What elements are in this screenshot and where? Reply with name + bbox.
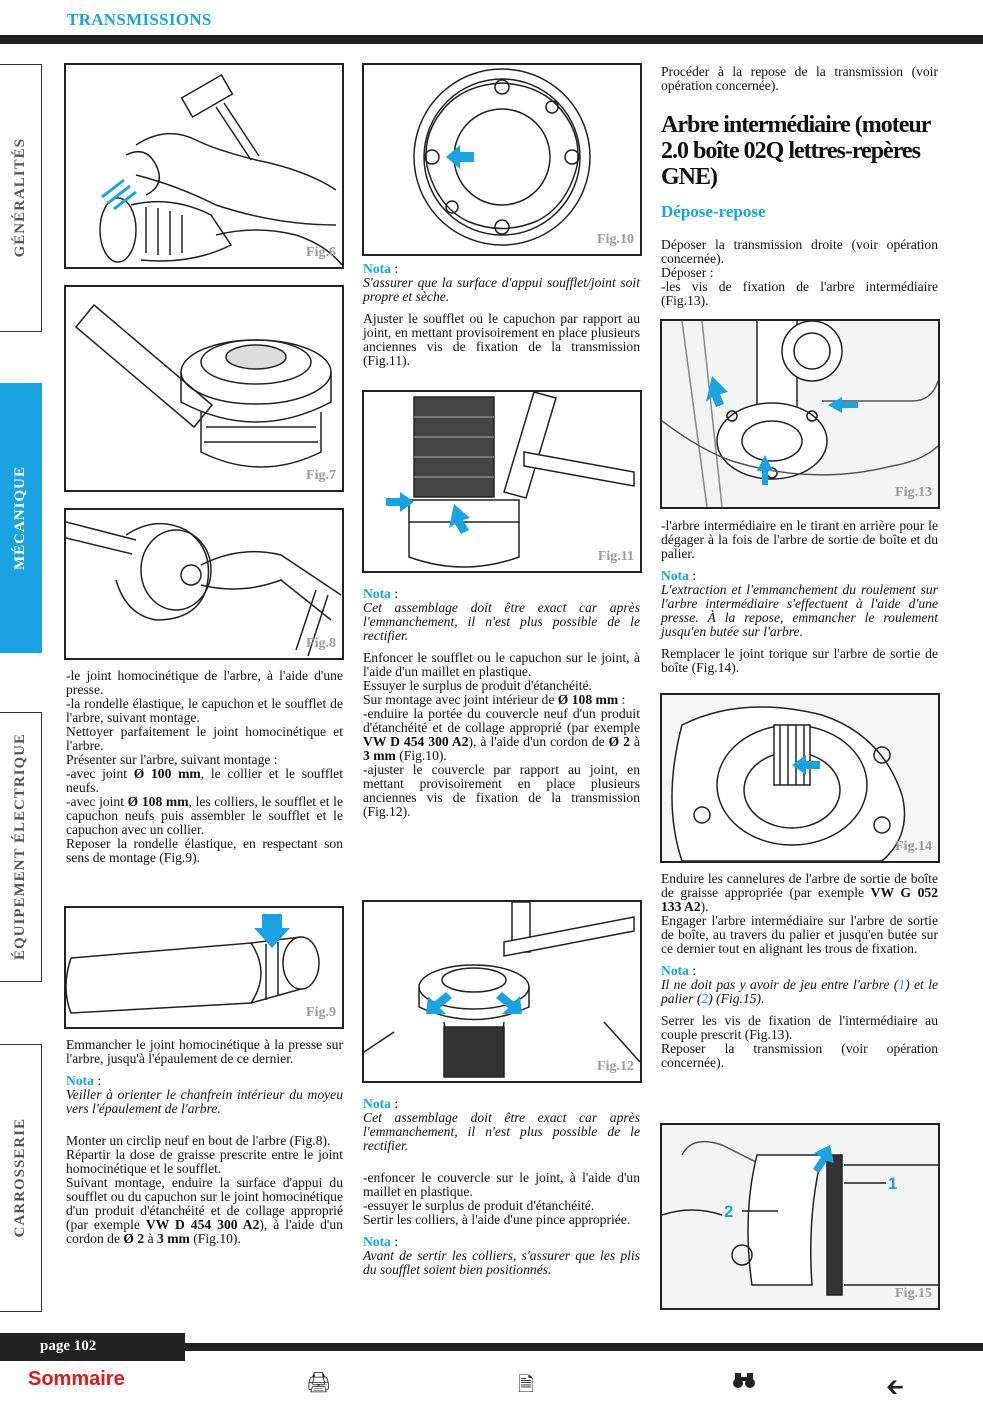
figure-12 [362,900,642,1083]
nota-title: Nota : [363,1096,399,1111]
figure-caption: Fig.15 [895,1286,932,1301]
figure-caption: Fig.9 [306,1005,336,1020]
col1-text-a [66,669,343,865]
paragraph: -avec joint Ø 108 mm, les colliers, le soufflet et le capuchon neufs puis assembler le soufflet et le capuchon avec un collier. [66,794,343,837]
nota-title: Nota : [363,1234,399,1249]
paragraph: -enduire la portée du couvercle neuf d'un produit d'étanchéité et de collage approprié (par exemple VW D 454 300 A2), à l'aide d'un cordon de Ø 2 à 3 mm (Fig.10). [363,706,640,763]
nota-title: Nota : [363,261,399,276]
printer-icon[interactable]: 🖨 [306,1370,332,1394]
section-heading: Arbre intermédiaire (moteur 2.0 boîte 02Q lettres-repères GNE) [661,112,930,190]
figure-caption: Fig.13 [895,485,932,500]
col2-text-c [363,1097,640,1277]
paragraph: Remplacer le joint torique sur l'arbre de sortie de boîte (Fig.14). [661,646,938,675]
paragraph: -l'arbre intermédiaire en le tirant en arrière pour le dégager à la fois de l'arbre de sortie de boîte et du palier. [661,518,938,561]
tab-carrosserie[interactable] [0,1044,42,1312]
figure-9 [64,906,344,1029]
tab-label: MÉCANIQUE [12,465,28,570]
back-arrow-icon[interactable]: 🡰 [886,1375,904,1400]
page-number: page 102 [0,1333,185,1361]
col3-text-b [661,519,938,675]
figure-14 [660,693,940,863]
paragraph: Emmancher le joint homocinétique à la presse sur l'arbre, jusqu'à l'épaulement de ce dernier. [66,1037,343,1066]
paragraph: -ajuster le couvercle par rapport au joint, en mettant provisoirement en place plusieurs anciennes vis de fixation de la transmission (Fig.12). [363,762,640,819]
paragraph: Ajuster le soufflet ou le capuchon par rapport au joint, en mettant provisoirement en place plusieurs anciennes vis de fixation de la transmission (Fig.11). [363,311,640,368]
nota-text: Il ne doit pas y avoir de jeu entre l'arbre (1) et le palier (2) (Fig.15). [661,977,939,1006]
header-bar [0,35,983,44]
nota-text: L'extraction et l'emmanchement du roulement sur l'arbre intermédiaire s'effectuent à l'aide d'une presse. À la repose, emmancher le roulement jusqu'en butée sur l'arbre. [661,582,938,639]
col3-text-a [661,238,938,308]
tab-mecanique[interactable] [0,383,42,653]
paragraph: -avec joint Ø 100 mm, le collier et le soufflet neufs. [66,766,343,795]
figure-8 [64,508,344,660]
figure-10 [362,63,642,256]
tab-generalites[interactable] [0,64,42,332]
figure-caption: Fig.12 [597,1059,634,1074]
paragraph: -essuyer le surplus de produit d'étanchéité. [363,1198,595,1213]
paragraph: -la rondelle élastique, le capuchon et le soufflet de l'arbre, suivant montage. [66,696,343,725]
paragraph: Reposer la rondelle élastique, en respectant son sens de montage (Fig.9). [66,836,343,865]
nota-text: Veiller à orienter le chanfrein intérieur du moyeu vers l'épaulement de l'arbre. [66,1087,343,1116]
figure-caption: Fig.14 [895,839,932,854]
figure-caption: Fig.10 [597,232,634,247]
col3-text-intro [661,65,938,93]
paragraph: Enduire les cannelures de l'arbre de sortie de boîte de graisse appropriée (par exemple VW G 052 133 A2). [661,871,938,914]
paragraph: Monter un circlip neuf en bout de l'arbre (Fig.8). [66,1133,331,1148]
section-subheading: Dépose-repose [661,202,766,221]
col2-text-a [363,262,640,368]
figure-11 [362,390,642,573]
figure-13 [660,319,940,509]
paragraph: Déposer : [661,265,714,280]
figure-7 [64,285,344,492]
tab-label: ÉQUIPEMENT ÉLECTRIQUE [12,733,28,961]
paragraph: Suivant montage, enduire la surface d'appui du soufflet ou du capuchon sur le joint homocinétique d'un produit d'étanchéité et de collage approprié (par exemple VW D 454 300 A2), à l'aide d'un cordon de Ø 2 à 3 mm (Fig.10). [66,1175,343,1246]
paragraph: Répartir la dose de graisse prescrite entre le joint homocinétique et le soufflet. [66,1147,343,1176]
paragraph: -les vis de fixation de l'arbre intermédiaire (Fig.13). [661,279,938,308]
col2-text-b [363,587,640,819]
sommaire-link[interactable]: Sommaire [28,1368,125,1390]
nota-title: Nota : [661,963,697,978]
paragraph: Sur montage avec joint intérieur de Ø 108 mm : [363,692,626,707]
figure-6 [64,63,344,269]
paragraph: -le joint homocinétique de l'arbre, à l'aide d'une presse. [66,668,343,697]
nota-text: Avant de sertir les colliers, s'assurer que les plis du soufflet soient bien positionnés. [363,1248,640,1277]
paragraph: Sertir les colliers, à l'aide d'une pince appropriée. [363,1212,631,1227]
col1-text-b [66,1038,343,1246]
figure-15 [660,1123,940,1310]
tab-equipement-electrique[interactable] [0,712,42,982]
nota-text: Cet assemblage doit être exact car après l'emmanchement, il n'est plus possible de le rectifier. [363,600,640,643]
paragraph: Présenter sur l'arbre, suivant montage : [66,752,278,767]
paragraph: Essuyer le surplus de produit d'étanchéité. [363,678,592,693]
figure-caption: Fig.7 [306,468,336,483]
paragraph: -enfoncer le couvercle sur le joint, à l'aide d'un maillet en plastique. [363,1170,640,1199]
tab-label: CARROSSERIE [12,1118,28,1238]
figure-caption: Fig.8 [306,636,336,651]
paragraph: Procéder à la repose de la transmission (voir opération concernée). [661,64,938,93]
nota-text: Cet assemblage doit être exact car après l'emmanchement, il n'est plus possible de le rectifier. [363,1110,640,1153]
paragraph: Reposer la transmission (voir opération concernée). [661,1041,938,1070]
nota-title: Nota : [66,1073,102,1088]
nota-title: Nota : [363,586,399,601]
binoculars-icon[interactable] [733,1370,755,1394]
paragraph: Engager l'arbre intermédiaire sur l'arbre de sortie de boîte, au travers du palier et jusqu'en butée sur ce dernier tout en alignant les trous de fixation. [661,913,938,956]
paragraph: Enfoncer le soufflet ou le capuchon sur le joint, à l'aide d'un maillet en plastique. [363,650,640,679]
paragraph: Nettoyer parfaitement le joint homocinétique et l'arbre. [66,724,343,753]
callout-1: 1 [888,1174,898,1193]
document-icon[interactable]: 🗎 [518,1372,535,1396]
paragraph: Serrer les vis de fixation de l'intermédiaire au couple prescrit (Fig.13). [661,1013,938,1042]
nota-text: S'assurer que la surface d'appui soufflet/joint soit propre et sèche. [363,275,640,304]
figure-caption: Fig.6 [306,245,336,260]
section-title: TRANSMISSIONS [67,10,212,29]
paragraph: Déposer la transmission droite (voir opération concernée). [661,237,938,266]
nota-title: Nota : [661,568,697,583]
col3-text-c [661,872,938,1070]
figure-caption: Fig.11 [597,549,634,564]
tab-label: GÉNÉRALITÉS [12,138,28,258]
callout-2: 2 [724,1202,734,1221]
